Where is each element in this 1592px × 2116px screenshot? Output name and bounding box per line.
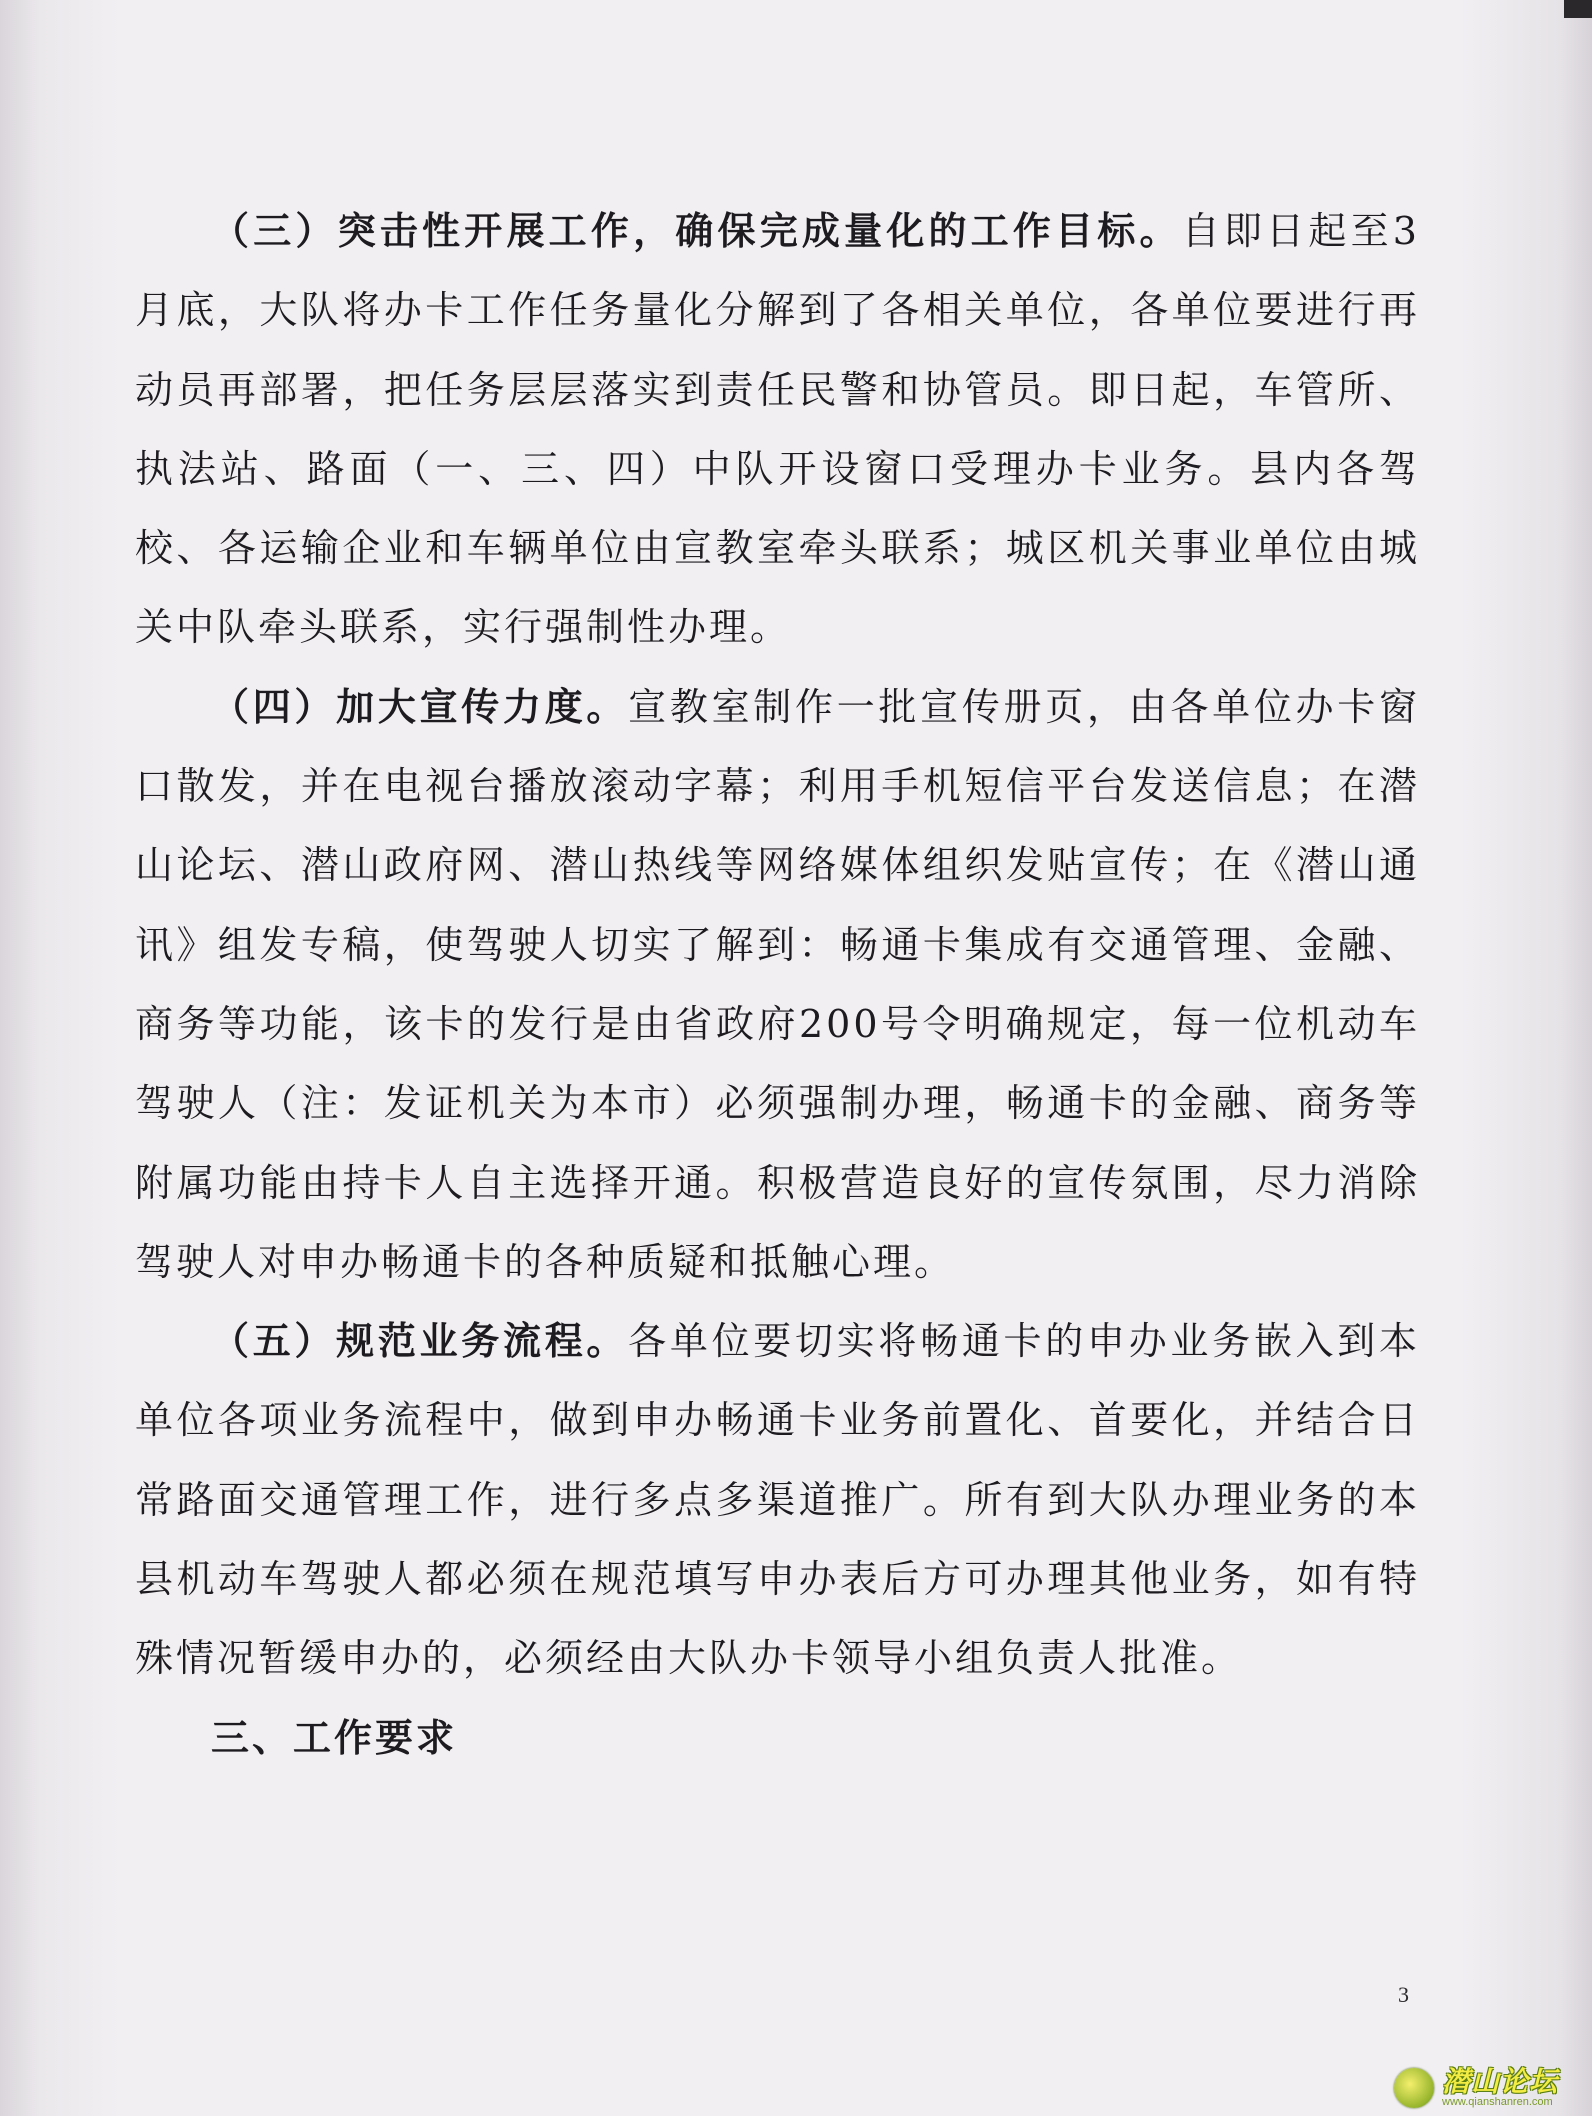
section-heading: 三、工作要求 — [211, 1715, 458, 1760]
paragraph-four — [135, 668, 1420, 1302]
watermark-text — [1442, 2065, 1559, 2108]
paragraph-five-heading: （五）规范业务流程。 — [211, 1319, 629, 1364]
paragraph-three-heading: （三）突击性开展工作，确保完成量化的工作目标。 — [211, 209, 1182, 253]
scan-corner-mark — [1564, 0, 1592, 18]
paragraph-four-heading: （四）加大宣传力度。 — [211, 684, 629, 729]
leaf-logo-icon — [1394, 2068, 1434, 2108]
paragraph-five — [135, 1302, 1420, 1698]
document-body — [135, 192, 1420, 1778]
paragraph-three — [135, 192, 1420, 668]
watermark-url: www.qianshanren.com — [1442, 2096, 1553, 2108]
paragraph-four-body: 宣教室制作一批宣传册页，由各单位办卡窗口散发，并在电视台播放滚动字幕；利用手机短信平台发送信息；在潜山论坛、潜山政府网、潜山热线等网络媒体组织发贴宣传；在《潜山通讯》组发专稿，使驾驶人切实了解到：畅通卡集成有交通管理、金融、商务等功能，该卡的发行是由省政府200号令明确规定，每一位机动车驾驶人（注：发证机关为本市）必须强制办理，畅通卡的金融、商务等附属功能由持卡人自主选择开通。积极营造良好的宣传氛围，尽力消除驾驶人对申办畅通卡的各种质疑和抵触心理。 — [135, 684, 1420, 1284]
paragraph-five-body: 各单位要切实将畅通卡的申办业务嵌入到本单位各项业务流程中，做到申办畅通卡业务前置化、首要化，并结合日常路面交通管理工作，进行多点多渠道推广。所有到大队办理业务的本县机动车驾驶人都必须在规范填写申办表后方可办理其他业务，如有特殊情况暂缓申办的，必须经由大队办卡领导小组负责人批准。 — [135, 1319, 1420, 1681]
paragraph-three-body: 自即日起至3月底，大队将办卡工作任务量化分解到了各相关单位，各单位要进行再动员再部署，把任务层层落实到责任民警和协管员。即日起，车管所、执法站、路面（一、三、四）中队开设窗口受理办卡业务。县内各驾校、各运输企业和车辆单位由宣教室牵头联系；城区机关事业单位由城关中队牵头联系，实行强制性办理。 — [135, 209, 1420, 650]
page-number: 3 — [1398, 1982, 1409, 2007]
watermark-name: 潜山论坛 — [1442, 2065, 1559, 2098]
forum-watermark — [1394, 2066, 1582, 2110]
